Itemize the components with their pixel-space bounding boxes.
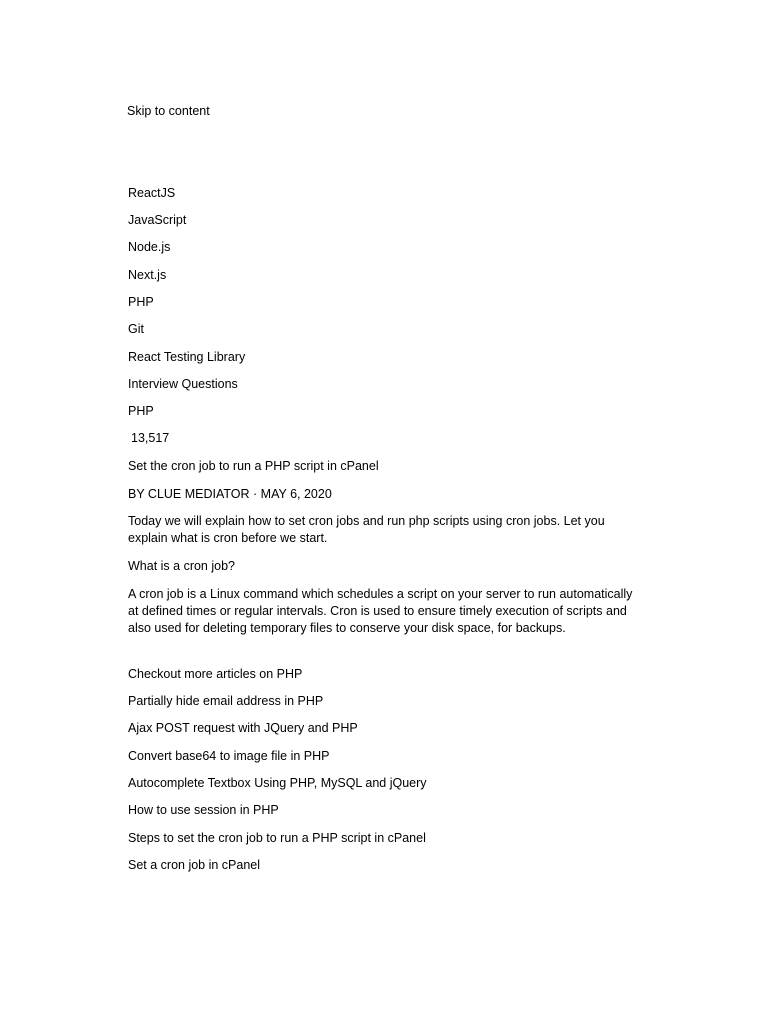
nav-item-php[interactable]: PHP bbox=[128, 295, 154, 309]
nav-item-react-testing-library[interactable]: React Testing Library bbox=[128, 350, 246, 364]
what-is-cron-heading: What is a cron job? bbox=[128, 559, 235, 573]
related-article-link[interactable]: Autocomplete Textbox Using PHP, MySQL and jQuery bbox=[128, 776, 427, 790]
more-articles-heading: Checkout more articles on PHP bbox=[128, 667, 303, 681]
related-article-link[interactable]: How to use session in PHP bbox=[128, 803, 279, 817]
category-link[interactable]: PHP bbox=[128, 404, 154, 418]
article-byline: BY CLUE MEDIATOR · MAY 6, 2020 bbox=[128, 487, 332, 501]
article-title: Set the cron job to run a PHP script in cPanel bbox=[128, 459, 379, 473]
skip-to-content-link[interactable]: Skip to content bbox=[127, 104, 210, 118]
nav-item-reactjs[interactable]: ReactJS bbox=[128, 186, 176, 200]
related-article-link[interactable]: Partially hide email address in PHP bbox=[128, 694, 324, 708]
nav-item-nextjs[interactable]: Next.js bbox=[128, 268, 167, 282]
intro-paragraph: Today we will explain how to set cron jobs and run php scripts using cron jobs. Let you explain what is cron before we start. bbox=[128, 514, 605, 545]
related-article-link[interactable]: Convert base64 to image file in PHP bbox=[128, 749, 330, 763]
view-count: 13,517 bbox=[131, 431, 170, 445]
nav-item-interview-questions[interactable]: Interview Questions bbox=[128, 377, 238, 391]
nav-item-javascript[interactable]: JavaScript bbox=[128, 213, 187, 227]
steps-heading: Steps to set the cron job to run a PHP script in cPanel bbox=[128, 831, 426, 845]
what-is-cron-paragraph: A cron job is a Linux command which schedules a script on your server to run automatically at defined times or regular intervals. Cron is used to ensure timely execution of scripts and also used for deleting temporary files to conserve your disk space, for backups. bbox=[128, 587, 633, 635]
nav-item-nodejs[interactable]: Node.js bbox=[128, 240, 171, 254]
step-heading: Set a cron job in cPanel bbox=[128, 858, 261, 872]
nav-item-git[interactable]: Git bbox=[128, 322, 144, 336]
related-article-link[interactable]: Ajax POST request with JQuery and PHP bbox=[128, 721, 358, 735]
